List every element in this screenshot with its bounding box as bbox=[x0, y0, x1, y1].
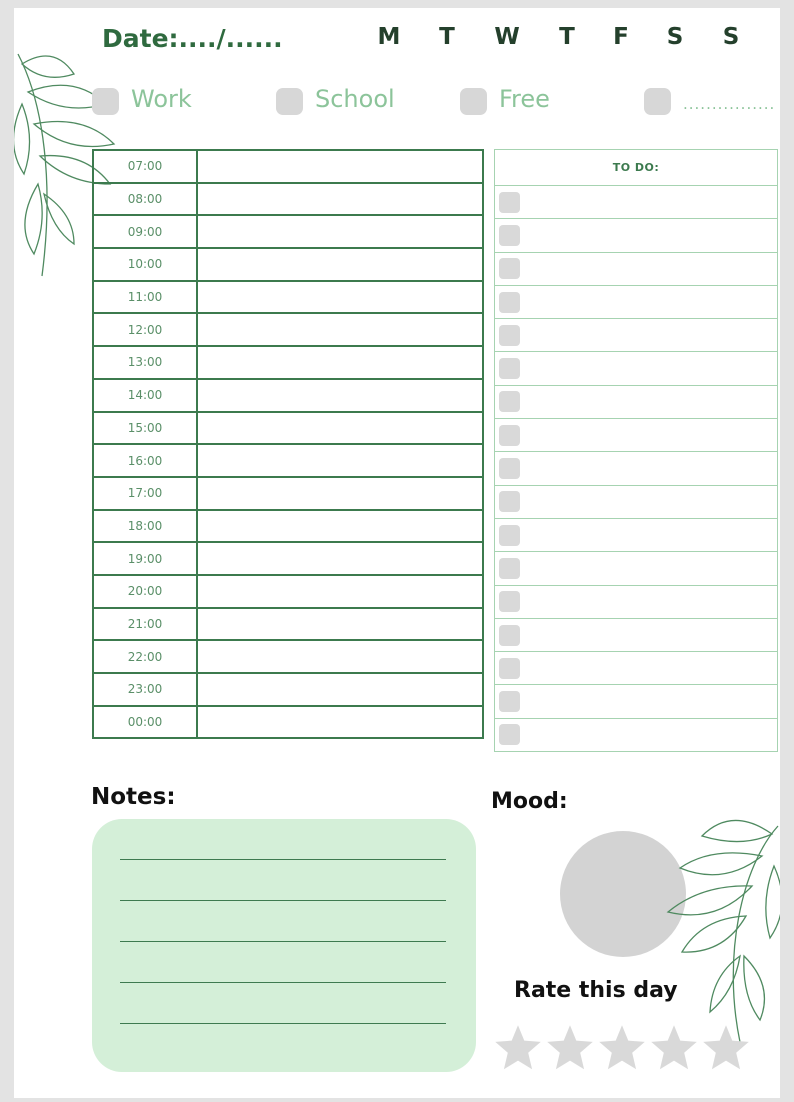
todo-checkbox[interactable] bbox=[499, 658, 520, 679]
schedule-slot[interactable] bbox=[197, 412, 483, 445]
todo-checkbox[interactable] bbox=[499, 491, 520, 512]
todo-checkbox[interactable] bbox=[499, 391, 520, 412]
notes-title: Notes: bbox=[91, 784, 176, 810]
schedule-row bbox=[93, 706, 483, 739]
category-blank-line: ................ bbox=[683, 94, 776, 113]
category-work[interactable] bbox=[92, 82, 192, 115]
hourly-schedule bbox=[92, 149, 484, 739]
schedule-slot[interactable] bbox=[197, 248, 483, 281]
schedule-slot[interactable] bbox=[197, 183, 483, 216]
todo-item-cell[interactable] bbox=[495, 352, 778, 385]
weekday-sun: S bbox=[722, 24, 740, 50]
schedule-slot[interactable] bbox=[197, 281, 483, 314]
todo-item-cell[interactable] bbox=[495, 718, 778, 751]
time-label: 11:00 bbox=[93, 281, 197, 314]
todo-item[interactable] bbox=[495, 718, 778, 751]
schedule-row bbox=[93, 412, 483, 445]
todo-item[interactable] bbox=[495, 618, 778, 651]
schedule-row bbox=[93, 542, 483, 575]
todo-item[interactable] bbox=[495, 252, 778, 285]
todo-checkbox[interactable] bbox=[499, 691, 520, 712]
category-label: Work bbox=[131, 84, 192, 113]
todo-item[interactable] bbox=[495, 485, 778, 518]
todo-item[interactable] bbox=[495, 552, 778, 585]
todo-checkbox[interactable] bbox=[499, 558, 520, 579]
schedule-slot[interactable] bbox=[197, 477, 483, 510]
time-label: 07:00 bbox=[93, 150, 197, 183]
todo-item[interactable] bbox=[495, 186, 778, 219]
schedule-row bbox=[93, 379, 483, 412]
category-checkbox[interactable] bbox=[276, 88, 303, 115]
star-icon[interactable] bbox=[596, 1022, 648, 1074]
schedule-slot[interactable] bbox=[197, 510, 483, 543]
todo-list bbox=[494, 149, 778, 752]
category-custom[interactable] bbox=[644, 82, 775, 115]
leaf-branch-icon bbox=[662, 806, 780, 1046]
rate-title: Rate this day bbox=[514, 978, 678, 1003]
schedule-slot[interactable] bbox=[197, 215, 483, 248]
schedule-row bbox=[93, 346, 483, 379]
category-checkbox[interactable] bbox=[92, 88, 119, 115]
schedule-row bbox=[93, 575, 483, 608]
todo-checkbox[interactable] bbox=[499, 258, 520, 279]
todo-checkbox[interactable] bbox=[499, 358, 520, 379]
todo-item-cell[interactable] bbox=[495, 252, 778, 285]
planner-page bbox=[14, 8, 780, 1098]
time-label: 08:00 bbox=[93, 183, 197, 216]
notes-area[interactable] bbox=[92, 819, 476, 1072]
weekday-mon: M bbox=[377, 24, 401, 50]
schedule-row bbox=[93, 477, 483, 510]
time-label: 17:00 bbox=[93, 477, 197, 510]
mood-title: Mood: bbox=[491, 789, 568, 814]
schedule-slot[interactable] bbox=[197, 150, 483, 183]
notes-line bbox=[120, 941, 446, 942]
todo-item[interactable] bbox=[495, 452, 778, 485]
todo-checkbox[interactable] bbox=[499, 724, 520, 745]
category-checkbox[interactable] bbox=[460, 88, 487, 115]
todo-checkbox[interactable] bbox=[499, 292, 520, 313]
todo-item-cell[interactable] bbox=[495, 285, 778, 318]
time-label: 13:00 bbox=[93, 346, 197, 379]
time-label: 21:00 bbox=[93, 608, 197, 641]
time-label: 00:00 bbox=[93, 706, 197, 739]
category-free[interactable] bbox=[460, 82, 550, 115]
schedule-slot[interactable] bbox=[197, 346, 483, 379]
schedule-row bbox=[93, 510, 483, 543]
schedule-slot[interactable] bbox=[197, 444, 483, 477]
todo-checkbox[interactable] bbox=[499, 591, 520, 612]
schedule-row bbox=[93, 313, 483, 346]
schedule-row bbox=[93, 673, 483, 706]
todo-item-cell[interactable] bbox=[495, 452, 778, 485]
todo-item-cell[interactable] bbox=[495, 319, 778, 352]
category-school[interactable] bbox=[276, 82, 395, 115]
schedule-row bbox=[93, 183, 483, 216]
schedule-row bbox=[93, 215, 483, 248]
todo-checkbox[interactable] bbox=[499, 425, 520, 446]
star-icon[interactable] bbox=[648, 1022, 700, 1074]
schedule-slot[interactable] bbox=[197, 640, 483, 673]
schedule-row bbox=[93, 281, 483, 314]
todo-checkbox[interactable] bbox=[499, 525, 520, 546]
todo-item[interactable] bbox=[495, 219, 778, 252]
time-label: 14:00 bbox=[93, 379, 197, 412]
todo-item[interactable] bbox=[495, 285, 778, 318]
todo-checkbox[interactable] bbox=[499, 192, 520, 213]
category-label: School bbox=[315, 84, 395, 113]
todo-item-cell[interactable] bbox=[495, 385, 778, 418]
schedule-row bbox=[93, 444, 483, 477]
schedule-row bbox=[93, 150, 483, 183]
star-icon[interactable] bbox=[492, 1022, 544, 1074]
todo-item-cell[interactable] bbox=[495, 518, 778, 551]
weekday-thu: T bbox=[559, 24, 575, 50]
todo-item-cell[interactable] bbox=[495, 419, 778, 452]
schedule-slot[interactable] bbox=[197, 608, 483, 641]
schedule-slot[interactable] bbox=[197, 313, 483, 346]
todo-item-cell[interactable] bbox=[495, 552, 778, 585]
todo-item[interactable] bbox=[495, 385, 778, 418]
time-label: 10:00 bbox=[93, 248, 197, 281]
time-label: 22:00 bbox=[93, 640, 197, 673]
todo-title: TO DO: bbox=[495, 150, 778, 186]
todo-checkbox[interactable] bbox=[499, 325, 520, 346]
time-label: 23:00 bbox=[93, 673, 197, 706]
notes-line bbox=[120, 1023, 446, 1024]
category-checkbox[interactable] bbox=[644, 88, 671, 115]
category-label: Free bbox=[499, 84, 550, 113]
schedule-row bbox=[93, 640, 483, 673]
star-icon[interactable] bbox=[544, 1022, 596, 1074]
time-label: 16:00 bbox=[93, 444, 197, 477]
weekday-wed: W bbox=[494, 24, 520, 50]
todo-item[interactable] bbox=[495, 319, 778, 352]
time-label: 12:00 bbox=[93, 313, 197, 346]
schedule-slot[interactable] bbox=[197, 379, 483, 412]
todo-item-cell[interactable] bbox=[495, 618, 778, 651]
todo-item[interactable] bbox=[495, 419, 778, 452]
schedule-slot[interactable] bbox=[197, 542, 483, 575]
time-label: 15:00 bbox=[93, 412, 197, 445]
todo-item[interactable] bbox=[495, 352, 778, 385]
star-icon[interactable] bbox=[700, 1022, 752, 1074]
weekday-fri: F bbox=[613, 24, 629, 50]
todo-item-cell[interactable] bbox=[495, 685, 778, 718]
todo-checkbox[interactable] bbox=[499, 225, 520, 246]
notes-line bbox=[120, 900, 446, 901]
todo-item[interactable] bbox=[495, 518, 778, 551]
schedule-row bbox=[93, 608, 483, 641]
schedule-row bbox=[93, 248, 483, 281]
star-rating[interactable] bbox=[492, 1022, 752, 1074]
todo-checkbox[interactable] bbox=[499, 458, 520, 479]
schedule-slot[interactable] bbox=[197, 673, 483, 706]
notes-line bbox=[120, 982, 446, 983]
todo-item-cell[interactable] bbox=[495, 186, 778, 219]
todo-item[interactable] bbox=[495, 652, 778, 685]
time-label: 18:00 bbox=[93, 510, 197, 543]
weekday-tue: T bbox=[439, 24, 455, 50]
todo-item-cell[interactable] bbox=[495, 219, 778, 252]
todo-item-cell[interactable] bbox=[495, 485, 778, 518]
todo-item[interactable] bbox=[495, 585, 778, 618]
schedule-slot[interactable] bbox=[197, 575, 483, 608]
todo-item[interactable] bbox=[495, 685, 778, 718]
time-label: 20:00 bbox=[93, 575, 197, 608]
todo-item-cell[interactable] bbox=[495, 652, 778, 685]
weekday-sat: S bbox=[666, 24, 684, 50]
todo-item-cell[interactable] bbox=[495, 585, 778, 618]
todo-checkbox[interactable] bbox=[499, 625, 520, 646]
schedule-slot[interactable] bbox=[197, 706, 483, 739]
notes-line bbox=[120, 859, 446, 860]
time-label: 19:00 bbox=[93, 542, 197, 575]
time-label: 09:00 bbox=[93, 215, 197, 248]
date-label: Date:..../...... bbox=[102, 24, 283, 53]
